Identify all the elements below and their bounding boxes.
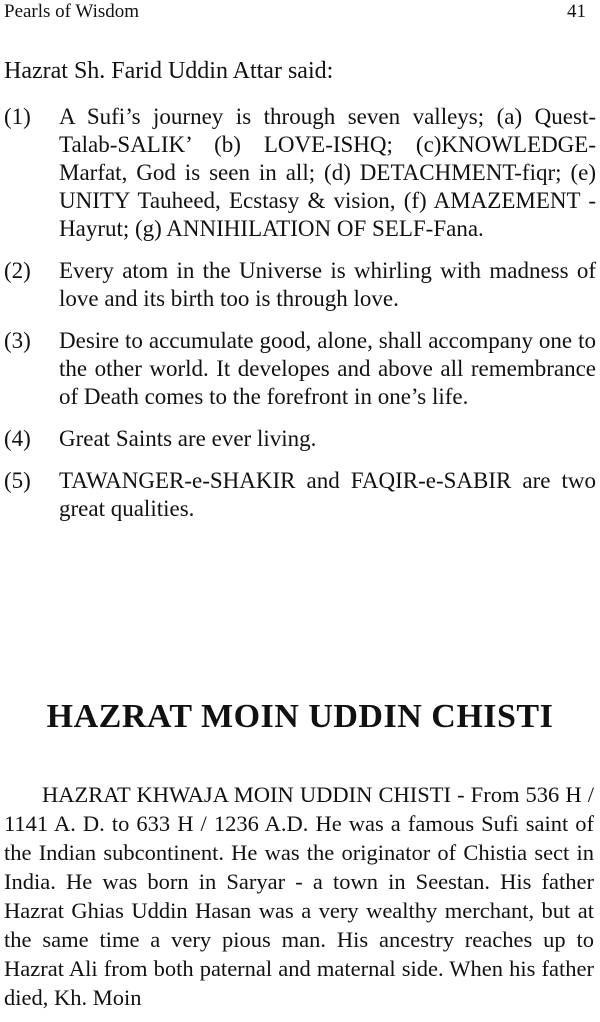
list-item-text: TAWANGER-e-SHAKIR and FAQIR-e-SABIR are two great qualities. xyxy=(59,468,596,521)
list-item-text: Every atom in the Universe is whirling with madness of love and its birth too is through love. xyxy=(59,258,596,311)
page-number: 41 xyxy=(567,1,586,22)
list-item xyxy=(0,425,600,453)
list-item xyxy=(0,327,600,411)
section-title: HAZRAT MOIN UDDIN CHISTI xyxy=(46,698,554,735)
list-item xyxy=(0,467,600,523)
intro-line: Hazrat Sh. Farid Uddin Attar said: xyxy=(4,58,334,84)
list-item-number: (3) xyxy=(4,328,31,353)
list-item-text: Great Saints are ever living. xyxy=(59,426,317,451)
list-item-text: Desire to accumulate good, alone, shall accompany one to the other world. It developes and above all remembrance of Death comes to the forefront in one’s life. xyxy=(59,328,596,409)
list-item xyxy=(0,257,600,313)
list-item-number: (5) xyxy=(4,468,31,493)
body-paragraph: HAZRAT KHWAJA MOIN UDDIN CHISTI - From 536 H / 1141 A. D. to 633 H / 1236 A.D. He was a famous Sufi saint of the Indian subcontinent. He was the originator of Chistia sect in India. He was born in Saryar - a town in Seestan. His father Hazrat Ghias Uddin Hasan was a very wealthy merchant, but at the same time a very pious man. His ancestry reaches up to Hazrat Ali from both paternal and maternal side. When his father died, Kh. Moin xyxy=(4,782,594,1010)
quote-list xyxy=(0,103,600,537)
list-item xyxy=(0,103,600,243)
running-head: Pearls of Wisdom xyxy=(4,1,140,22)
list-item-number: (1) xyxy=(4,104,31,129)
list-item-number: (4) xyxy=(4,426,31,451)
list-item-number: (2) xyxy=(4,258,31,283)
list-item-text: A Sufi’s journey is through seven valleys; (a) Quest-Talab-SALIK’ (b) LOVE-ISHQ; (c)KNOWLEDGE-Marfat, God is seen in all; (d) DETACHMENT-fiqr; (e) UNITY Tauheed, Ecstasy & vision, (f) AMAZEMENT - Hayrut; (g) ANNIHILATION OF SELF-Fana. xyxy=(59,104,596,241)
